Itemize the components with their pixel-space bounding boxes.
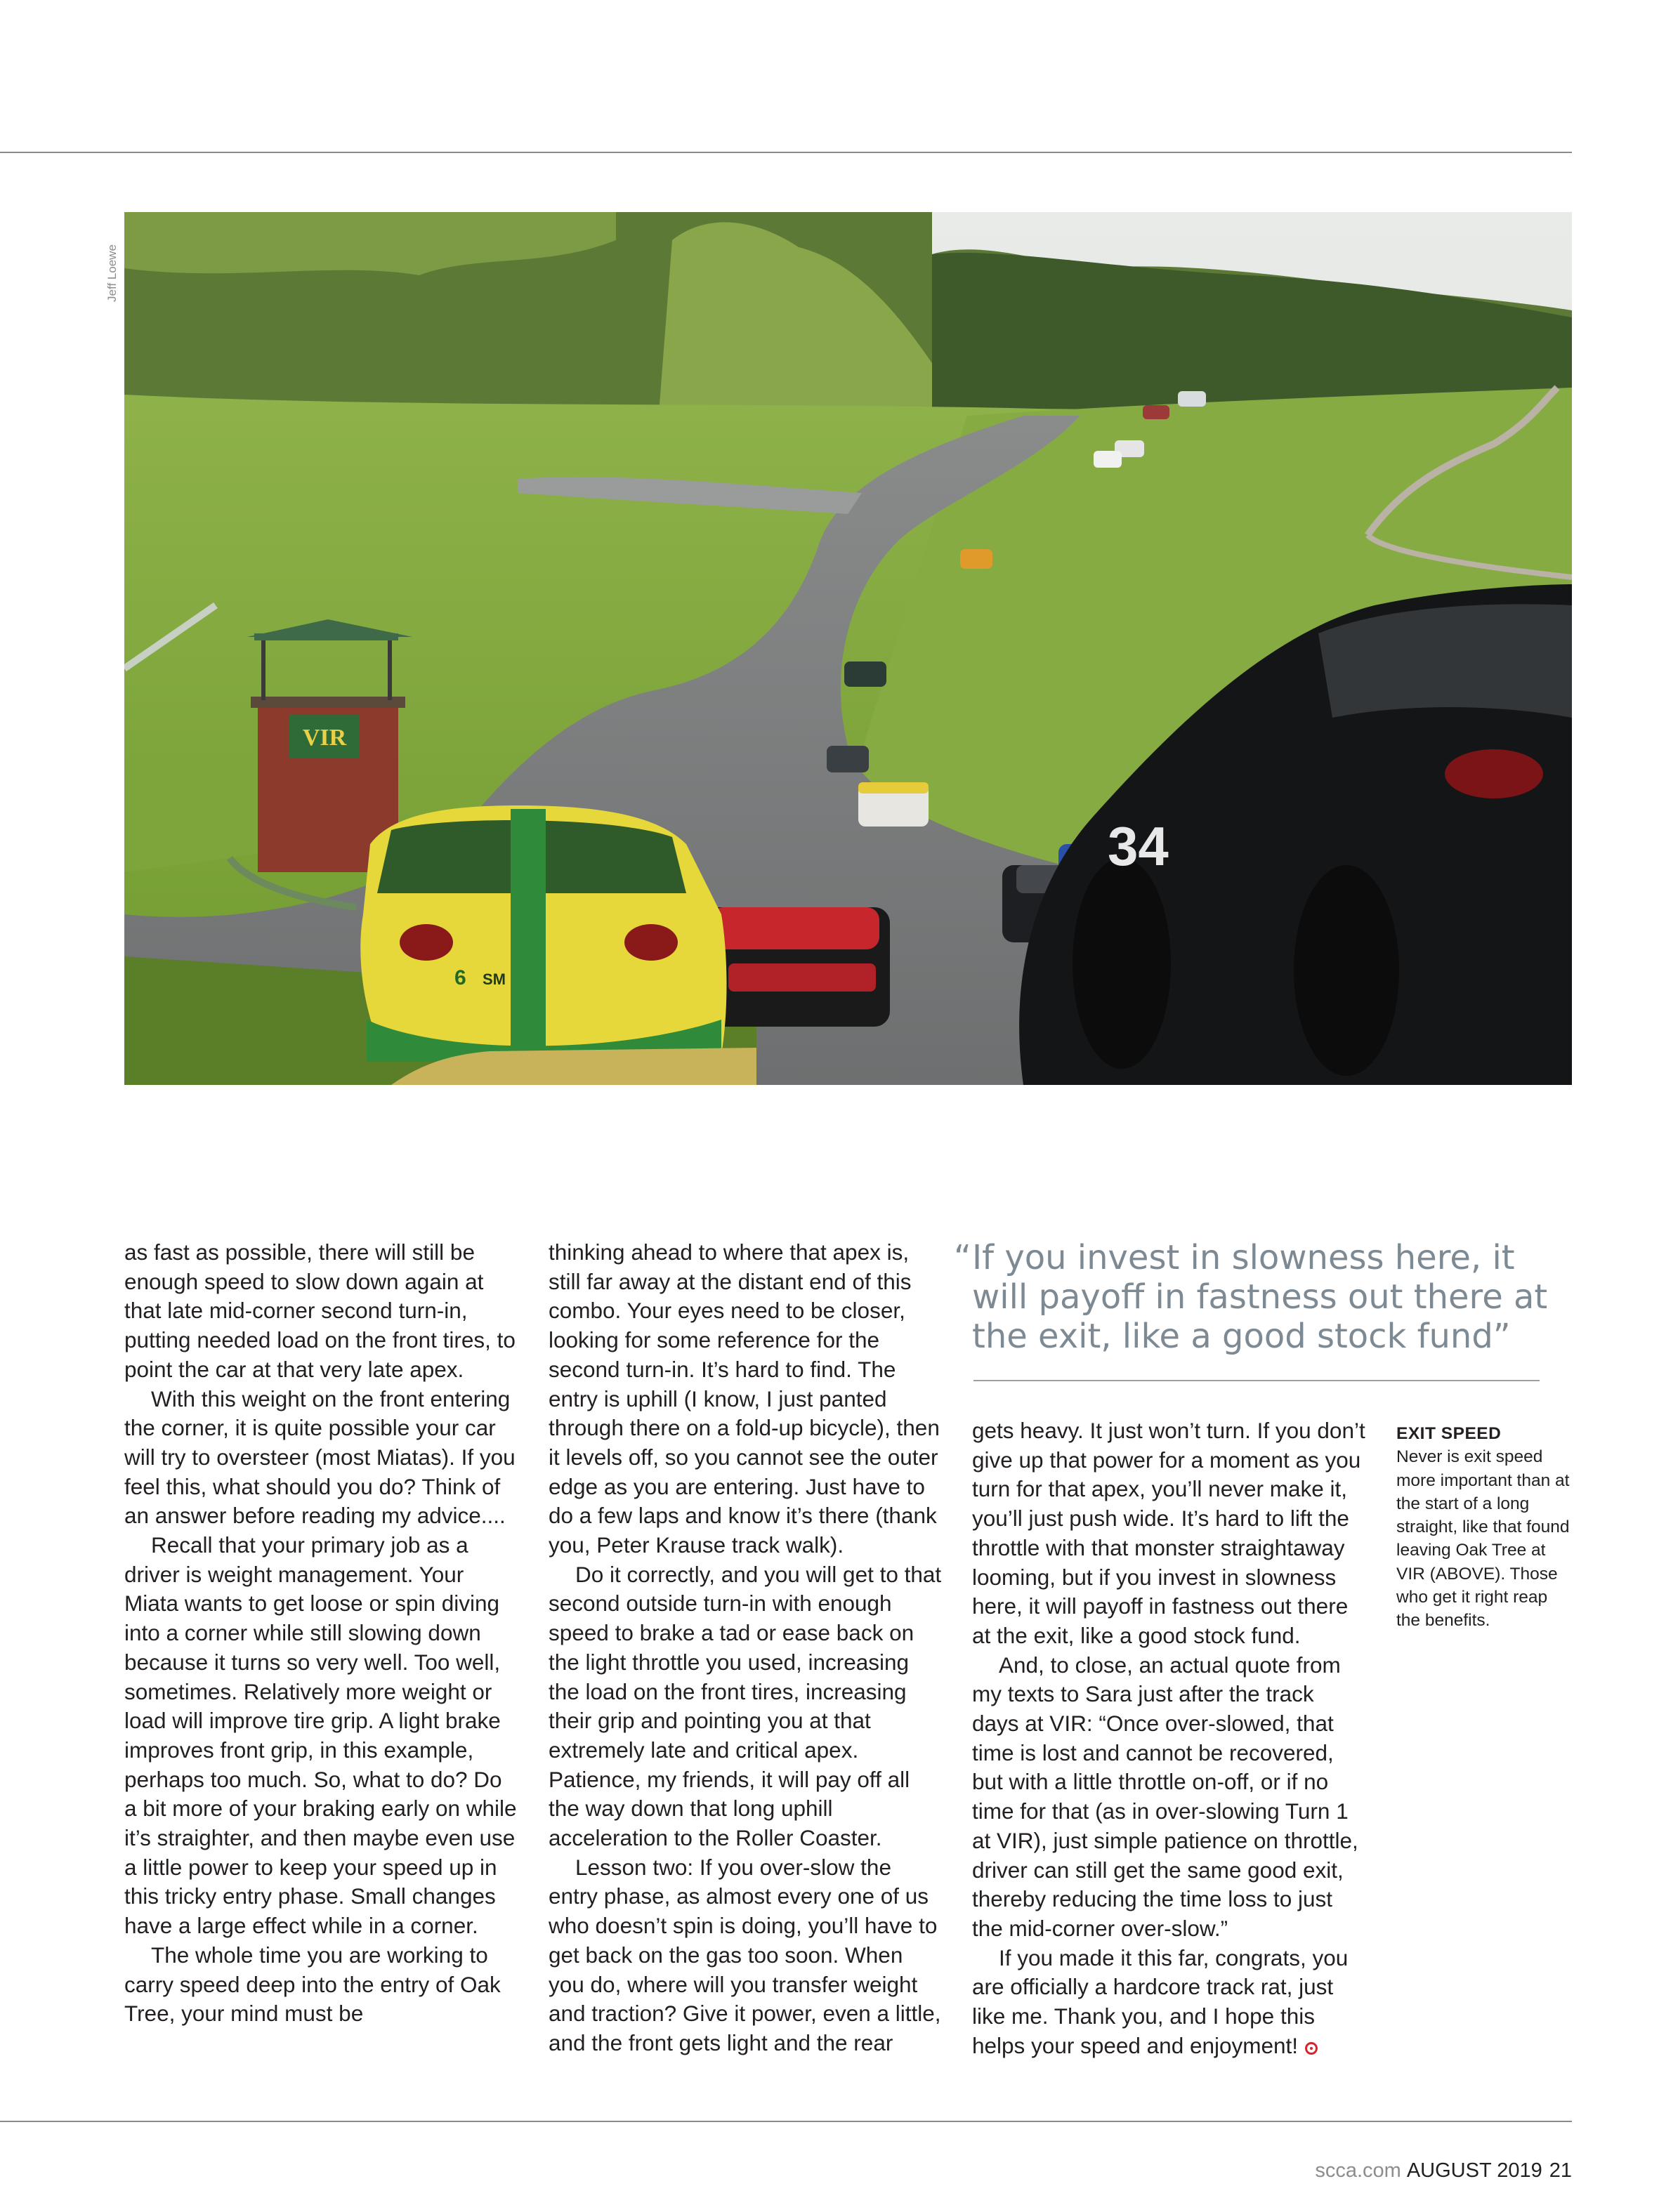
paragraph [972, 1944, 1365, 2061]
paragraph: And, to close, an actual quote from my texts to Sara just after the track days at VIR: “Once over-slowed, that time is lost and cannot be recovered, but with a little throttle on-off, or if no time for that (as in over-slowing Turn 1 at VIR), just simple patience on throttle, driver can still get the same good exit, thereby reducing the time loss to just the mid-corner over-slow.” [972, 1652, 1358, 1941]
body-column-1 [124, 1238, 518, 2029]
paragraph: thinking ahead to where that apex is, still far away at the distant end of this combo. Your eyes need to be closer, looking for some reference for the second turn-in. It’s hard to find. The entry is uphill (I know, I just panted through there on a fold-up bicycle), then it levels off, so you cannot see the outer edge as you are entering. Just have to do a few laps and know it’s there (thank you, Peter Krause track walk). [549, 1239, 940, 1558]
paragraph: With this weight on the front entering the corner, it is quite possible your car will try to oversteer (most Miatas). If you feel this, what should you do? Think of an answer before reading my advice.... [124, 1385, 516, 1529]
paragraph: Recall that your primary job as a driver is weight management. Your Miata wants to get loose or spin diving into a corner while still slowing down because it turns so very well. Too well, sometimes. Relatively more weight or load will improve tire grip. A light brake improves front grip, in this example, perhaps too much. So, what to do? Do a bit more of your braking early on while it’s straighter, and then maybe even use a little power to keep your speed up in this tricky entry phase. Small changes have a large effect while in a corner. [124, 1532, 517, 1939]
paragraph-text: If you made it this far, congrats, you are officially a hardcore track rat, just like me. Thank you, and I hope this helps your speed and enjoyment! [972, 1944, 1349, 2058]
body-column-3 [972, 1416, 1365, 2060]
race-photo [124, 212, 1572, 1085]
bottom-rule [0, 2121, 1572, 2122]
pull-quote-rule [973, 1380, 1540, 1381]
black-car-number: 34 [1108, 815, 1169, 877]
top-rule [0, 152, 1572, 153]
end-mark-icon [1305, 2042, 1318, 2055]
folio-issue: AUGUST 2019 [1406, 2159, 1542, 2182]
paragraph: as fast as possible, there will still be enough speed to slow down again at that late mid-corner second turn-in, putting needed load on the front tires, to point the car at that very late apex. [124, 1239, 516, 1382]
paragraph: Do it correctly, and you will get to that second outside turn-in with enough speed to brake a tad or ease back on the light throttle you used, increasing the load on the front tires, increasing their grip and pointing you at that extremely late and critical apex. Patience, my friends, it will pay off all the way down that long uphill acceleration to the Roller Coaster. [549, 1561, 942, 1851]
paragraph: gets heavy. It just won’t turn. If you don’t give up that power for a moment as you turn for that apex, you’ll never make it, you’ll just push wide. It’s hard to lift the throttle with that monster straightaway looming, but if you invest in slowness here, it will payoff in fastness out there at the exit, like a good stock fund. [972, 1418, 1365, 1648]
body-column-2 [549, 1238, 942, 2058]
caption-title: EXIT SPEED [1396, 1424, 1502, 1443]
paragraph: The whole time you are working to carry speed deep into the entry of Oak Tree, your mind must be [124, 1942, 501, 2027]
yellow-car-number: 6 [454, 966, 466, 989]
tower-sign-text: VIR [302, 725, 347, 751]
folio-site: scca.com [1315, 2159, 1401, 2182]
yellow-car-class: SM [483, 970, 506, 988]
photo-caption [1396, 1422, 1572, 1633]
caption-text: Never is exit speed more important than at the start of a long straight, like that found leaving Oak Tree at VIR (ABOVE). Those who get it right reap the benefits. [1396, 1447, 1570, 1631]
pull-quote [954, 1238, 1558, 1356]
page-number: 21 [1549, 2159, 1572, 2182]
folio [1315, 2159, 1572, 2183]
photo-credit: Jeff Loewe [105, 244, 119, 302]
pull-quote-open-mark: “ [954, 1238, 971, 1277]
paragraph: Lesson two: If you over-slow the entry phase, as almost every one of us who doesn’t spin is doing, you’ll have to get back on the gas too soon. When you do, where will you transfer weight and traction? Give it power, even a little, and the front gets light and the rear [549, 1854, 941, 2055]
pull-quote-text: If you invest in slowness here, it will payoff in fastness out there at the exit, like a good stock fund” [972, 1238, 1548, 1356]
